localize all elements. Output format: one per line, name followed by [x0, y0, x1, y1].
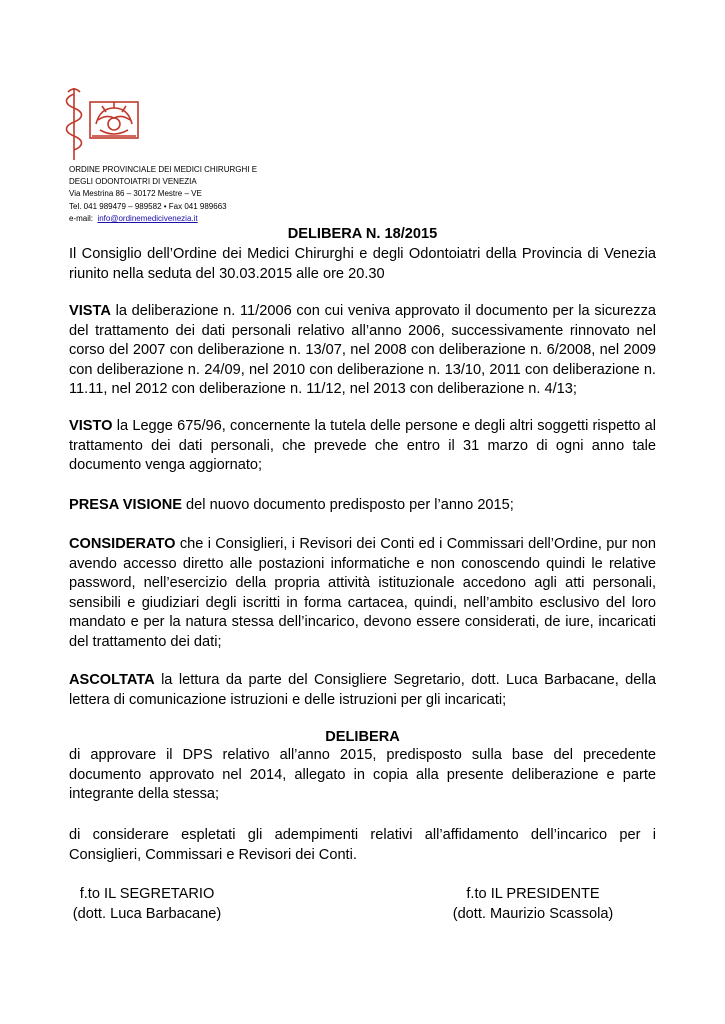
paragraph-text: che i Consiglieri, i Revisori dei Conti ed i Commissari dell’Ordine, pur non avendo accesso diretto alle postazioni informatiche e non conoscendo quindi le relative password, nell’esercizio della propria attività istituzionale accedono agli atti personali, sensibili e giudiziari degli iscritti in forma cartacea, quindi, nell’ambito esclusivo del loro mandato e per la natura stessa dell’incarico, devono essere considerati, de iure, incaricati del trattamento dei dati;	[69, 536, 656, 650]
signature-role: f.to IL SEGRETARIO	[79, 886, 215, 902]
paragraph-presa-visione	[69, 496, 656, 516]
signature-name: (dott. Maurizio Scassola)	[452, 906, 614, 922]
paragraph-lead: VISTA	[69, 303, 111, 319]
paragraph-vista	[69, 302, 656, 400]
paragraph-lead: VISTO	[69, 418, 113, 434]
signature-president	[438, 884, 628, 924]
paragraph-visto	[69, 417, 656, 476]
org-name-line-1: ORDINE PROVINCIALE DEI MEDICI CHIRURGHI E	[69, 165, 258, 174]
signature-secretary	[62, 884, 232, 924]
email-label: e-mail:	[69, 213, 98, 223]
signature-name: (dott. Luca Barbacane)	[72, 906, 222, 922]
delibera-heading: DELIBERA	[325, 729, 400, 745]
email-link[interactable]: info@ordinemedicivenezia.it	[97, 213, 198, 223]
intro-paragraph: Il Consiglio dell’Ordine dei Medici Chirurghi e degli Odontoiatri della Provincia di Venezia riunito nella seduta del 30.03.2015 alle ore 20.30	[69, 246, 656, 282]
caduceus-lion-crest-icon	[62, 84, 142, 162]
paragraph-lead: ASCOLTATA	[69, 672, 155, 688]
decision-2: di considerare espletati gli adempimenti relativi all’affidamento dell’incarico per i Consiglieri, Commissari e Revisori dei Conti.	[69, 827, 656, 863]
signature-role: f.to IL PRESIDENTE	[466, 886, 600, 902]
org-email-row	[69, 213, 257, 225]
paragraph-text: del nuovo documento predisposto per l’anno 2015;	[182, 497, 514, 513]
paragraph-text: la Legge 675/96, concernente la tutela delle persone e degli altri soggetti rispetto al trattamento dei dati personali, che prevede che entro il 31 marzo di ogni anno tale documento venga aggiornato;	[69, 418, 656, 474]
paragraph-lead: CONSIDERATO	[69, 536, 176, 552]
paragraph-ascoltata	[69, 671, 656, 710]
org-address: Via Mestrina 86 – 30172 Mestre – VE	[69, 189, 202, 199]
paragraph-text: la deliberazione n. 11/2006 con cui veniva approvato il documento per la sicurezza del trattamento dei dati personali relativo all’anno 2006, successivamente rinnovato nel corso del 2007 con deliberazione n. 13/07, nel 2008 con deliberazione n. 6/2008, nel 2009 con deliberazione n. 24/09, nel 2010 con deliberazione n. 13/10, 2011 con deliberazione n. 11.11, nel 2012 con deliberazione n. 11/12, nel 2013 con deliberazione n. 4/13;	[69, 303, 656, 398]
decision-1: di approvare il DPS relativo all’anno 2015, predisposto sulla base del precedente documento approvato nel 2014, allegato in copia alla presente deliberazione e parte integrante della stessa;	[69, 747, 656, 803]
paragraph-lead: PRESA VISIONE	[69, 497, 182, 513]
org-phone: Tel. 041 989479 – 989582 • Fax 041 989663	[69, 201, 227, 211]
document-title: DELIBERA N. 18/2015	[287, 226, 438, 242]
paragraph-considerato	[69, 535, 656, 653]
organization-info	[69, 164, 257, 225]
paragraph-text: la lettura da parte del Consigliere Segretario, dott. Luca Barbacane, della lettera di comunicazione istruzioni e delle istruzioni per gli incaricati;	[69, 672, 656, 708]
org-name-line-2: DEGLI ODONTOIATRI DI VENEZIA	[69, 177, 197, 187]
